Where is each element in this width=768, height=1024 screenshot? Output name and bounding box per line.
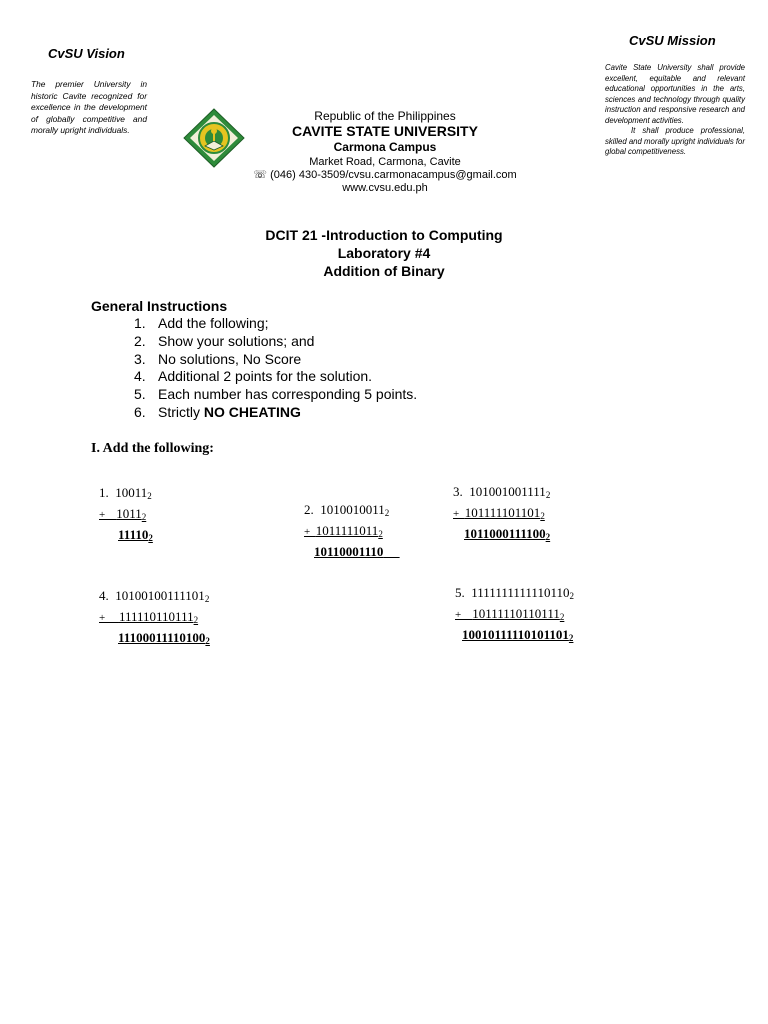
university-name: CAVITE STATE UNIVERSITY — [292, 123, 478, 139]
campus-name: Carmona Campus — [333, 140, 437, 154]
instruction-item: 4. Additional 2 points for the solution. — [134, 368, 373, 385]
contact-text: (046) 430-3509/cvsu.carmonacampus@gmail.com — [270, 169, 517, 181]
mission-paragraph-1: Cavite State University shall provide excellent, equitable and relevant educational opportunities in the arts, sciences and technology through quality instruction and responsive research and development activities. — [605, 63, 745, 125]
course-title: DCIT 21 -Introduction to Computing — [265, 227, 503, 243]
website-link[interactable]: www.cvsu.edu.ph — [342, 182, 428, 194]
vision-title: CvSU Vision — [48, 46, 125, 61]
contact-line — [240, 168, 530, 181]
mission-paragraph-2: It shall produce professional, skilled and morally upright individuals for global competitiveness. — [605, 126, 745, 156]
mission-title: CvSU Mission — [629, 33, 716, 48]
problem-4: 4. $10100100111101_2$ + $111110110111_2$ $11100011110100_2$ — [99, 588, 210, 646]
instructions-heading: General Instructions — [91, 298, 228, 314]
problem-3: 3. $101001001111_2$ + $101111101101_2$ $1011000111100_2$ — [453, 484, 551, 542]
address-text: Market Road, Carmona, Cavite — [309, 156, 461, 168]
instruction-item: 1. Add the following; — [134, 315, 269, 331]
instruction-item: 5. Each number has corresponding 5 points. — [134, 386, 418, 403]
vision-text: The premier University in historic Cavite recognized for excellence in the development of globally competitive and morally upright individuals. — [31, 79, 147, 136]
instruction-item: 2. Show your solutions; and — [134, 332, 315, 349]
topic-title: Addition of Binary — [323, 263, 445, 279]
cvsu-seal-logo — [183, 108, 245, 168]
mission-text — [605, 63, 745, 158]
lab-title: Laboratory #4 — [337, 245, 431, 261]
republic-text: Republic of the Philippines — [314, 109, 456, 123]
instruction-item: 3. No solutions, No Score — [134, 350, 302, 367]
instructions-list — [134, 315, 417, 422]
instruction-item: 6. Strictly NO CHEATING — [134, 403, 301, 420]
problem-1: 1. $10011_2$ + $1011_2$ $11110_2$ — [99, 485, 153, 543]
phone-icon: ☏ — [253, 169, 268, 181]
section-heading: I. Add the following: — [91, 441, 214, 456]
problem-5: 5. $1111111111110110_2$ + $10111110110111_2$ $10010111110101101_2$ — [455, 585, 574, 643]
problem-2: 2. $1010010011_2$ + $1011111011_2$ 10110001110 — [304, 502, 390, 559]
